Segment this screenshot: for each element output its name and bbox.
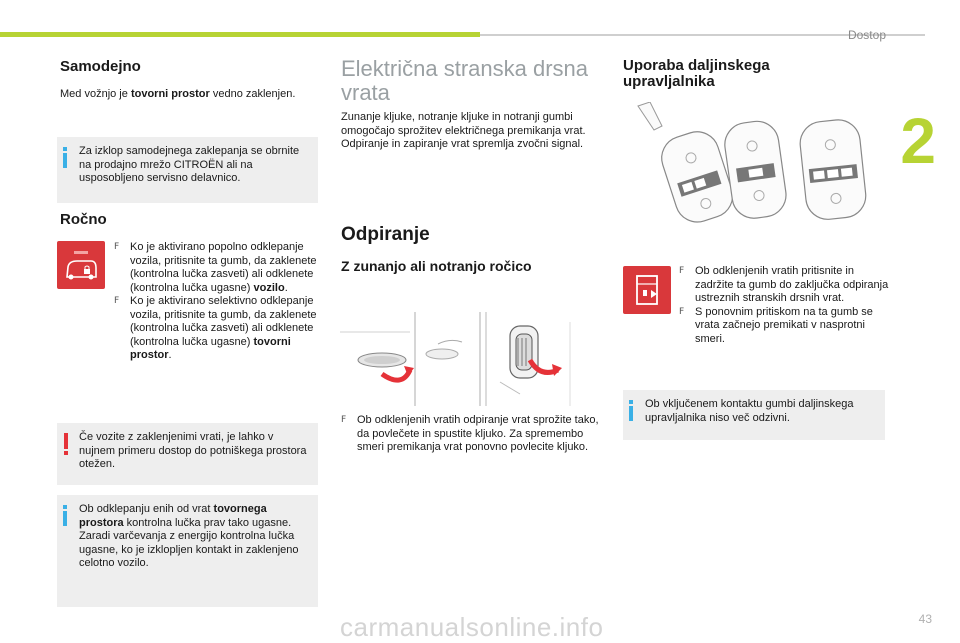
info-box-remote [623,390,885,440]
chapter-number: 2 [900,105,936,177]
info-text: Za izklop samodejnega zaklepanja se obrnite na prodajno mrežo CITROËN ali na usposobljeno servisno delavnico. [79,145,300,184]
rocno-title: Ročno [60,211,107,228]
odpiranje-title: Odpiranje [341,224,430,245]
info-box-samodejno [57,137,318,203]
warning-icon [64,433,68,455]
handle-subtitle: Z zunanjo ali notranjo ročico [341,258,532,274]
samodejno-text: Med vožnjo je tovorni prostor vedno zaklenjen. [60,88,296,100]
info-icon [63,505,67,527]
watermark: carmanualsonline.info [340,612,604,642]
sliding-door-intro: Zunanje kljuke, notranje kljuke in notranji gumbi omogočajo sprožitev električnega premikanja vrat. Odpiranje in zapiranje vrat spremlja zvočni signal. [341,111,586,150]
list-item: F Ko je aktivirano selektivno odklepanje vozila, pritisnite ta gumb, da zaklenete (kontrolna lučka zasveti) ali odklenete (kontrolna lučka ugasne) tovorni prostor. [114,295,324,363]
remote-key-illustration [622,102,884,248]
list-item: F Ob odklenjenih vratih pritisnite in zadržite ta gumb do zaključka odpiranja ustreznih stranskih drsnih vrat. [679,265,889,306]
list-item: F Ko je aktivirano popolno odklepanje vozila, pritisnite ta gumb, da zaklenete (kontrolna lučka zasveti) ali odklenete (kontrolna lučka ugasne) vozilo. [114,241,324,295]
rocno-bullets [114,241,324,363]
info-icon [63,147,67,169]
info-text: Ob odklepanju enih od vrat tovornega prostora kontrolna lučka prav tako ugasne. Zaradi varčevanja z energijo kontrolna lučka ugasne, ko je izklopljen kontakt in zaklenjeno celotno vozilo. [79,503,299,569]
header-accent-bar [0,32,480,37]
door-handle-illustration [340,312,602,406]
info-text: Ob vključenem kontaktu gumbi daljinskega upravljalnika niso več odzivni. [645,398,854,424]
samodejno-title: Samodejno [60,58,141,75]
lock-button-icon [57,241,105,289]
list-item: F S ponovnim pritiskom na ta gumb se vrata začnejo premikati v nasprotni smeri. [679,306,889,347]
section-label: Dostop [847,28,886,42]
warning-text: Če vozite z zaklenjenimi vrati, je lahko v nujnem primeru dostop do potniškega prostora otežen. [79,431,307,470]
page-number: 43 [918,612,932,626]
sliding-door-title: Električna stranska drsna vrata [341,56,588,105]
remote-bullets [679,265,889,346]
info-icon [629,400,633,422]
sliding-door-button-icon [623,266,671,314]
list-item: F Ob odklenjenih vratih odpiranje vrat sprožite tako, da povlečete in spustite kljuko. Za spremembo smeri premikanja vrat ponovno povlecite kljuko. [341,414,603,455]
remote-title: Uporaba daljinskega upravljalnika [623,57,770,90]
warning-box [57,423,318,485]
info-box-tovorni [57,495,318,607]
handle-bullets [341,414,603,455]
